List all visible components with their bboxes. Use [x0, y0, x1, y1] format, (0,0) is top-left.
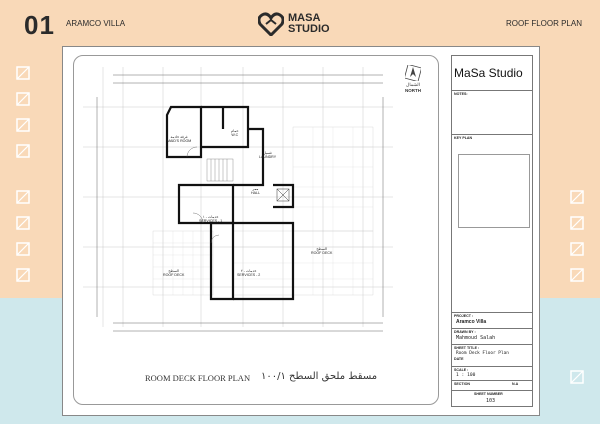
decor-square-icon: [570, 242, 584, 256]
sheet-number-label: SHEET NUMBER: [474, 392, 503, 396]
project-value: Aramco Villa: [456, 319, 487, 325]
drawing-title-ar: مسقط ملحق السطح ١٠٠/١: [261, 371, 378, 382]
room-label-roof-deck-right: السطح ROOF DECK: [311, 247, 333, 256]
divider: [452, 390, 532, 391]
decor-square-icon: [16, 144, 30, 158]
project-name: ARAMCO VILLA: [66, 19, 126, 28]
north-arrow: الشمال NORTH: [398, 65, 428, 93]
drawn-by-value: Mahmoud Salah: [456, 335, 496, 341]
room-label-laundry: غسيل LAUNDRY: [259, 151, 277, 160]
drawing-sheet: [62, 46, 540, 416]
studio-logo: [258, 10, 330, 38]
key-plan-label: KEY PLAN: [454, 136, 473, 140]
room-label-wc: حمام W.C: [231, 129, 239, 138]
room-label-services-1: خدمات - ١ SERVICES - 1: [199, 215, 223, 224]
sheet-number-value: 103: [486, 398, 496, 404]
decor-square-icon: [16, 190, 30, 204]
divider: [452, 380, 532, 381]
heart-logo-icon: [258, 12, 284, 36]
floor-plan-drawing: [83, 67, 403, 347]
sheet-title-value: Room Deck Floor Plan: [456, 351, 509, 356]
decor-square-icon: [16, 92, 30, 106]
sheet-title-label: SHEET TITLE :: [454, 346, 480, 350]
decor-square-icon: [570, 268, 584, 282]
decor-square-icon: [570, 190, 584, 204]
divider: [452, 312, 532, 313]
decor-square-icon: [16, 268, 30, 282]
room-label-roof-deck-left: السطح ROOF DECK: [163, 269, 185, 278]
notes-label: NOTES:: [454, 92, 468, 96]
room-label-services-2: خدمات - ٢ SERVICES - 2: [237, 269, 261, 278]
decor-square-icon: [16, 66, 30, 80]
divider: [452, 90, 532, 91]
room-label-maids: غرفة خادمة MAID'S ROOM: [167, 135, 192, 144]
room-label-hall: ممر HALL: [251, 187, 260, 196]
decor-square-icon: [16, 118, 30, 132]
title-block: [451, 55, 533, 407]
drawn-by-label: DRAWN BY :: [454, 330, 476, 334]
scale-value: 1 : 100: [456, 373, 476, 378]
project-label: PROJECT :: [454, 314, 474, 318]
divider: [452, 134, 532, 135]
sheet-label: ROOF FLOOR PLAN: [505, 19, 582, 28]
sheet-index-number: 01: [24, 10, 55, 40]
scale-label: SCALE :: [454, 368, 469, 372]
decor-square-icon: [570, 370, 584, 384]
divider: [452, 366, 532, 367]
divider: [452, 328, 532, 329]
decor-square-icon: [16, 242, 30, 256]
decor-square-icon: [570, 216, 584, 230]
key-plan-box: [458, 154, 530, 228]
north-arrow-icon: [405, 65, 421, 81]
date-label: DATE: [454, 357, 464, 361]
drawing-title-en: ROOM DECK FLOOR PLAN: [145, 373, 251, 383]
logo-line-1: MASA: [288, 12, 321, 24]
logo-line-2: STUDIO: [288, 23, 330, 35]
divider: [452, 344, 532, 345]
decor-square-icon: [16, 216, 30, 230]
na-label: N.A: [512, 382, 519, 386]
section-label: SECTION: [454, 382, 470, 386]
company-name: MaSa Studio: [454, 66, 523, 80]
